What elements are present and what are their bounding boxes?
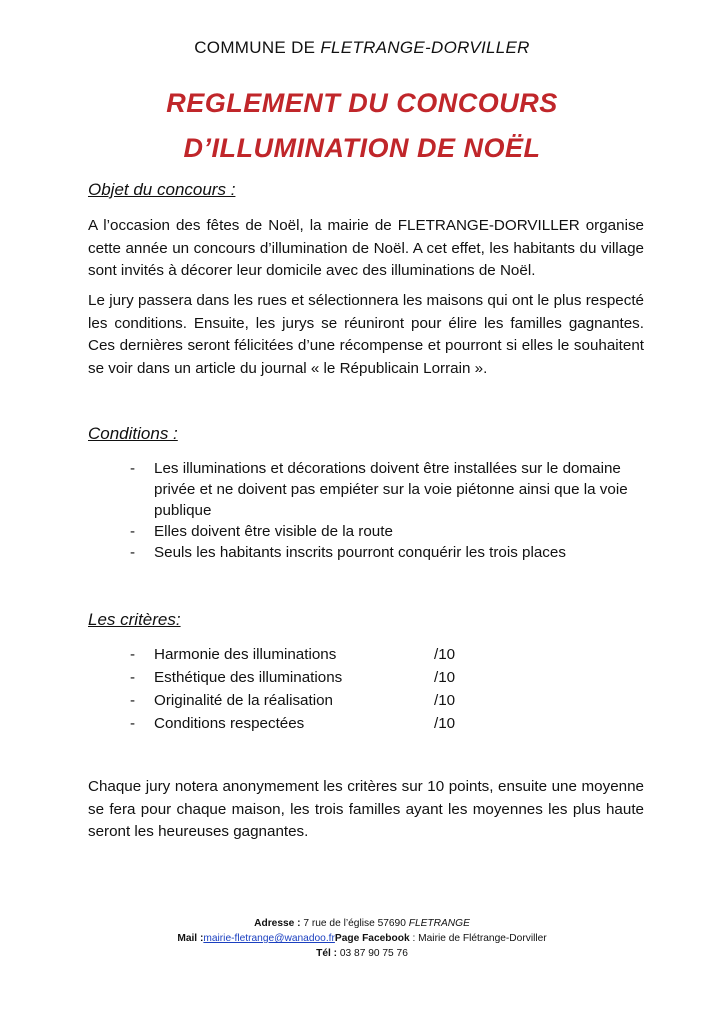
bullet-dash: -	[130, 669, 136, 686]
conditions-heading: Conditions :	[88, 424, 178, 443]
criteres-item	[130, 712, 490, 735]
criteres-item-label: Esthétique des illuminations	[154, 669, 343, 686]
criteres-item-score: /10	[434, 646, 456, 663]
conditions-item	[130, 521, 644, 542]
document-title-line1: REGLEMENT DU CONCOURS	[166, 88, 558, 118]
commune-prefix: COMMUNE DE	[194, 38, 321, 57]
objet-paragraph-1: A l’occasion des fêtes de Noël, la mairie de FLETRANGE-DORVILLER organise cette année un concours d’illumination de Noël. A cet effet, les habitants du village sont invités à décorer leur domicile avec des illuminations de Noël.	[88, 217, 644, 279]
conclusion-paragraph: Chaque jury notera anonymement les critères sur 10 points, ensuite une moyenne se fera pour chaque maison, les trois familles ayant les moyennes les plus haute seront les heureuses gagnantes.	[88, 778, 644, 840]
footer-address-label: Adresse :	[254, 918, 301, 929]
footer-facebook-label: Page Facebook	[334, 933, 410, 944]
criteres-item-label: Originalité de la réalisation	[154, 692, 333, 709]
footer-contact	[0, 931, 724, 946]
commune-name: FLETRANGE-DORVILLER	[320, 38, 530, 57]
criteres-item	[130, 666, 490, 689]
bullet-dash: -	[130, 544, 136, 561]
criteres-item-label: Conditions respectées	[154, 715, 305, 732]
footer-tel-label: Tél :	[316, 948, 338, 959]
footer-phone	[0, 946, 724, 961]
bullet-dash: -	[130, 715, 136, 732]
criteres-item-score: /10	[434, 715, 456, 732]
criteres-item-score: /10	[434, 692, 456, 709]
conditions-item-text: Les illuminations et décorations doivent être installées sur le domaine privée et ne doivent pas empiéter sur la voie piétonne ainsi que la voie publique	[154, 460, 628, 519]
criteres-item	[130, 643, 490, 666]
footer-address	[0, 916, 724, 931]
document-title-line2: D’ILLUMINATION DE NOËL	[183, 133, 541, 163]
footer-tel-value: 03 87 90 75 76	[337, 948, 408, 959]
conditions-list	[130, 458, 644, 563]
criteres-heading: Les critères:	[88, 610, 181, 629]
commune-header	[0, 38, 724, 58]
footer-address-value: 7 rue de l’église 57690	[300, 918, 409, 929]
criteres-list	[130, 643, 490, 735]
criteres-item-score: /10	[434, 669, 456, 686]
criteres-item	[130, 689, 490, 712]
objet-paragraph-2: Le jury passera dans les rues et sélectionnera les maisons qui ont le plus respecté les conditions. Ensuite, les jurys se réuniront pour élire les familles gagnantes. Ces dernières seront félicitées d’une récompense et pourront si elles le souhaitent se voir dans un article du journal « le Républicain Lorrain ».	[88, 292, 644, 377]
conditions-item-text: Elles doivent être visible de la route	[154, 523, 393, 540]
bullet-dash: -	[130, 646, 136, 663]
bullet-dash: -	[130, 523, 136, 540]
conditions-item-text: Seuls les habitants inscrits pourront conquérir les trois places	[154, 544, 566, 561]
conditions-item	[130, 542, 644, 563]
footer-facebook-value: : Mairie de Flétrange-Dorviller	[409, 933, 547, 944]
bullet-dash: -	[130, 460, 136, 477]
bullet-dash: -	[130, 692, 136, 709]
footer-mail-label: Mail :	[177, 933, 204, 944]
footer-mail-link[interactable]: mairie-fletrange@wanadoo.fr	[203, 933, 335, 944]
criteres-item-label: Harmonie des illuminations	[154, 646, 337, 663]
footer-address-city: FLETRANGE	[408, 918, 470, 929]
objet-heading: Objet du concours :	[88, 180, 236, 199]
conditions-item	[130, 458, 644, 521]
